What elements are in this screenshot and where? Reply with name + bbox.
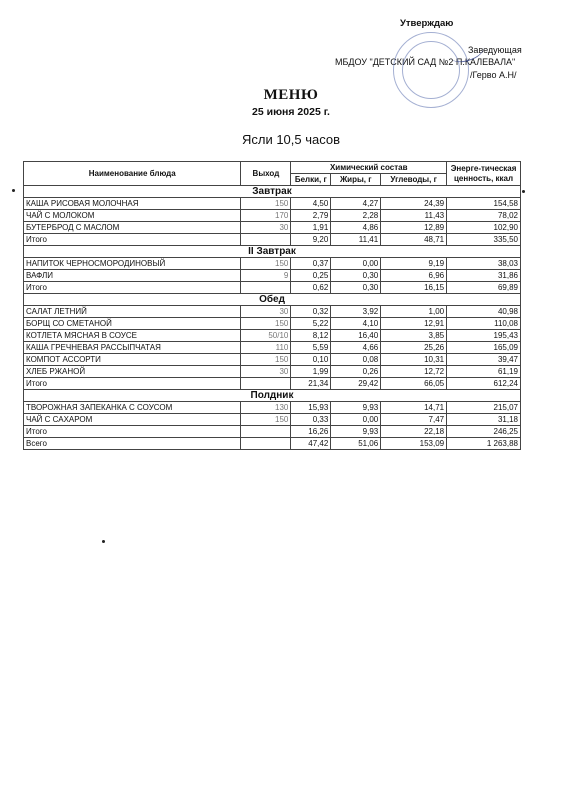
total-label: Итого (24, 426, 241, 438)
total-fat: 29,42 (331, 378, 381, 390)
header-carbs: Углеводы, г (381, 174, 447, 186)
table-row (24, 270, 521, 282)
total-yield (241, 426, 291, 438)
total-fat: 9,93 (331, 426, 381, 438)
dish-name: ЧАЙ С МОЛОКОМ (24, 210, 241, 222)
dish-name: КАША РИСОВАЯ МОЛОЧНАЯ (24, 198, 241, 210)
dish-carbs: 9,19 (381, 258, 447, 270)
approval-role: Заведующая (468, 45, 522, 55)
dish-carbs: 10,31 (381, 354, 447, 366)
menu-date: 25 июня 2025 г. (252, 106, 330, 118)
dish-kcal: 61,19 (447, 366, 521, 378)
dish-yield: 30 (241, 222, 291, 234)
menu-body (24, 186, 521, 450)
total-label: Итого (24, 378, 241, 390)
dish-name: ВАФЛИ (24, 270, 241, 282)
dish-protein: 1,99 (291, 366, 331, 378)
dish-fat: 0,26 (331, 366, 381, 378)
section-header (24, 294, 521, 306)
grand-total-label: Всего (24, 438, 241, 450)
dish-kcal: 38,03 (447, 258, 521, 270)
grand-total-yield (241, 438, 291, 450)
dish-kcal: 110,08 (447, 318, 521, 330)
dish-yield: 130 (241, 402, 291, 414)
scan-speck (12, 189, 15, 192)
dish-name: БУТЕРБРОД С МАСЛОМ (24, 222, 241, 234)
dish-name: БОРЩ СО СМЕТАНОЙ (24, 318, 241, 330)
grand-total-row (24, 438, 521, 450)
dish-carbs: 1,00 (381, 306, 447, 318)
dish-fat: 0,30 (331, 270, 381, 282)
dish-yield: 150 (241, 198, 291, 210)
total-kcal: 612,24 (447, 378, 521, 390)
total-protein: 21,34 (291, 378, 331, 390)
dish-yield: 150 (241, 414, 291, 426)
dish-kcal: 102,90 (447, 222, 521, 234)
total-yield (241, 378, 291, 390)
dish-protein: 2,79 (291, 210, 331, 222)
section-total-row (24, 234, 521, 246)
dish-fat: 4,86 (331, 222, 381, 234)
total-carbs: 66,05 (381, 378, 447, 390)
grand-total-carbs: 153,09 (381, 438, 447, 450)
dish-carbs: 12,91 (381, 318, 447, 330)
dish-carbs: 14,71 (381, 402, 447, 414)
dish-yield: 30 (241, 366, 291, 378)
section-title: Полдник (24, 390, 521, 402)
dish-protein: 1,91 (291, 222, 331, 234)
header-chem: Химический состав (291, 162, 447, 174)
dish-fat: 4,27 (331, 198, 381, 210)
total-protein: 16,26 (291, 426, 331, 438)
header-protein: Белки, г (291, 174, 331, 186)
dish-protein: 0,33 (291, 414, 331, 426)
dish-protein: 5,22 (291, 318, 331, 330)
table-row (24, 330, 521, 342)
section-title: II Завтрак (24, 246, 521, 258)
header-dish: Наименование блюда (24, 162, 241, 186)
dish-fat: 3,92 (331, 306, 381, 318)
dish-protein: 0,32 (291, 306, 331, 318)
dish-carbs: 3,85 (381, 330, 447, 342)
dish-yield: 50/10 (241, 330, 291, 342)
dish-kcal: 31,18 (447, 414, 521, 426)
table-row (24, 306, 521, 318)
section-title: Завтрак (24, 186, 521, 198)
dish-kcal: 31,86 (447, 270, 521, 282)
table-row (24, 402, 521, 414)
dish-fat: 0,08 (331, 354, 381, 366)
dish-kcal: 78,02 (447, 210, 521, 222)
dish-protein: 15,93 (291, 402, 331, 414)
grand-total-kcal: 1 263,88 (447, 438, 521, 450)
dish-carbs: 11,43 (381, 210, 447, 222)
dish-yield: 150 (241, 354, 291, 366)
dish-protein: 0,37 (291, 258, 331, 270)
dish-kcal: 40,98 (447, 306, 521, 318)
dish-carbs: 12,89 (381, 222, 447, 234)
total-protein: 0,62 (291, 282, 331, 294)
total-kcal: 335,50 (447, 234, 521, 246)
dish-name: КОМПОТ АССОРТИ (24, 354, 241, 366)
dish-kcal: 195,43 (447, 330, 521, 342)
dish-yield: 170 (241, 210, 291, 222)
approval-organization: МБДОУ "ДЕТСКИЙ САД №2 П.КАЛЕВАЛА" (335, 57, 516, 67)
dish-kcal: 39,47 (447, 354, 521, 366)
dish-kcal: 154,58 (447, 198, 521, 210)
approval-title: Утверждаю (400, 18, 454, 29)
table-row (24, 342, 521, 354)
total-label: Итого (24, 234, 241, 246)
grand-total-protein: 47,42 (291, 438, 331, 450)
section-header (24, 186, 521, 198)
dish-name: ХЛЕБ РЖАНОЙ (24, 366, 241, 378)
total-carbs: 22,18 (381, 426, 447, 438)
dish-yield: 9 (241, 270, 291, 282)
total-protein: 9,20 (291, 234, 331, 246)
dish-protein: 8,12 (291, 330, 331, 342)
table-row (24, 222, 521, 234)
total-fat: 0,30 (331, 282, 381, 294)
table-row (24, 318, 521, 330)
approval-name: /Герво А.Н/ (470, 70, 517, 80)
header-yield: Выход (241, 162, 291, 186)
header-energy: Энерге-тическая ценность, ккал (447, 162, 521, 186)
dish-fat: 9,93 (331, 402, 381, 414)
dish-protein: 0,25 (291, 270, 331, 282)
table-row (24, 258, 521, 270)
dish-carbs: 24,39 (381, 198, 447, 210)
dish-name: КОТЛЕТА МЯСНАЯ В СОУСЕ (24, 330, 241, 342)
total-carbs: 16,15 (381, 282, 447, 294)
dish-name: ЧАЙ С САХАРОМ (24, 414, 241, 426)
dish-fat: 0,00 (331, 414, 381, 426)
total-label: Итого (24, 282, 241, 294)
dish-carbs: 7,47 (381, 414, 447, 426)
section-title: Обед (24, 294, 521, 306)
table-row (24, 198, 521, 210)
dish-kcal: 215,07 (447, 402, 521, 414)
header-fat: Жиры, г (331, 174, 381, 186)
dish-protein: 0,10 (291, 354, 331, 366)
total-kcal: 246,25 (447, 426, 521, 438)
dish-protein: 5,59 (291, 342, 331, 354)
dish-name: НАПИТОК ЧЕРНОСМОРОДИНОВЫЙ (24, 258, 241, 270)
total-fat: 11,41 (331, 234, 381, 246)
dish-yield: 30 (241, 306, 291, 318)
dish-name: КАША ГРЕЧНЕВАЯ РАССЫПЧАТАЯ (24, 342, 241, 354)
dish-carbs: 6,96 (381, 270, 447, 282)
table-row (24, 414, 521, 426)
dish-fat: 2,28 (331, 210, 381, 222)
dish-yield: 150 (241, 318, 291, 330)
scan-speck (102, 540, 105, 543)
dish-yield: 150 (241, 258, 291, 270)
scan-speck (522, 190, 525, 193)
total-carbs: 48,71 (381, 234, 447, 246)
section-header (24, 246, 521, 258)
section-header (24, 390, 521, 402)
dish-fat: 4,10 (331, 318, 381, 330)
table-row (24, 366, 521, 378)
dish-fat: 0,00 (331, 258, 381, 270)
menu-table (23, 161, 521, 450)
dish-yield: 110 (241, 342, 291, 354)
table-row (24, 354, 521, 366)
section-total-row (24, 378, 521, 390)
total-yield (241, 282, 291, 294)
dish-name: ТВОРОЖНАЯ ЗАПЕКАНКА С СОУСОМ (24, 402, 241, 414)
table-row (24, 210, 521, 222)
dish-carbs: 12,72 (381, 366, 447, 378)
total-kcal: 69,89 (447, 282, 521, 294)
dish-fat: 16,40 (331, 330, 381, 342)
dish-carbs: 25,26 (381, 342, 447, 354)
dish-kcal: 165,09 (447, 342, 521, 354)
menu-subtitle: Ясли 10,5 часов (241, 132, 341, 147)
section-total-row (24, 282, 521, 294)
total-yield (241, 234, 291, 246)
section-total-row (24, 426, 521, 438)
dish-name: САЛАТ ЛЕТНИЙ (24, 306, 241, 318)
grand-total-fat: 51,06 (331, 438, 381, 450)
page-title: МЕНЮ (263, 87, 319, 103)
dish-fat: 4,66 (331, 342, 381, 354)
dish-protein: 4,50 (291, 198, 331, 210)
